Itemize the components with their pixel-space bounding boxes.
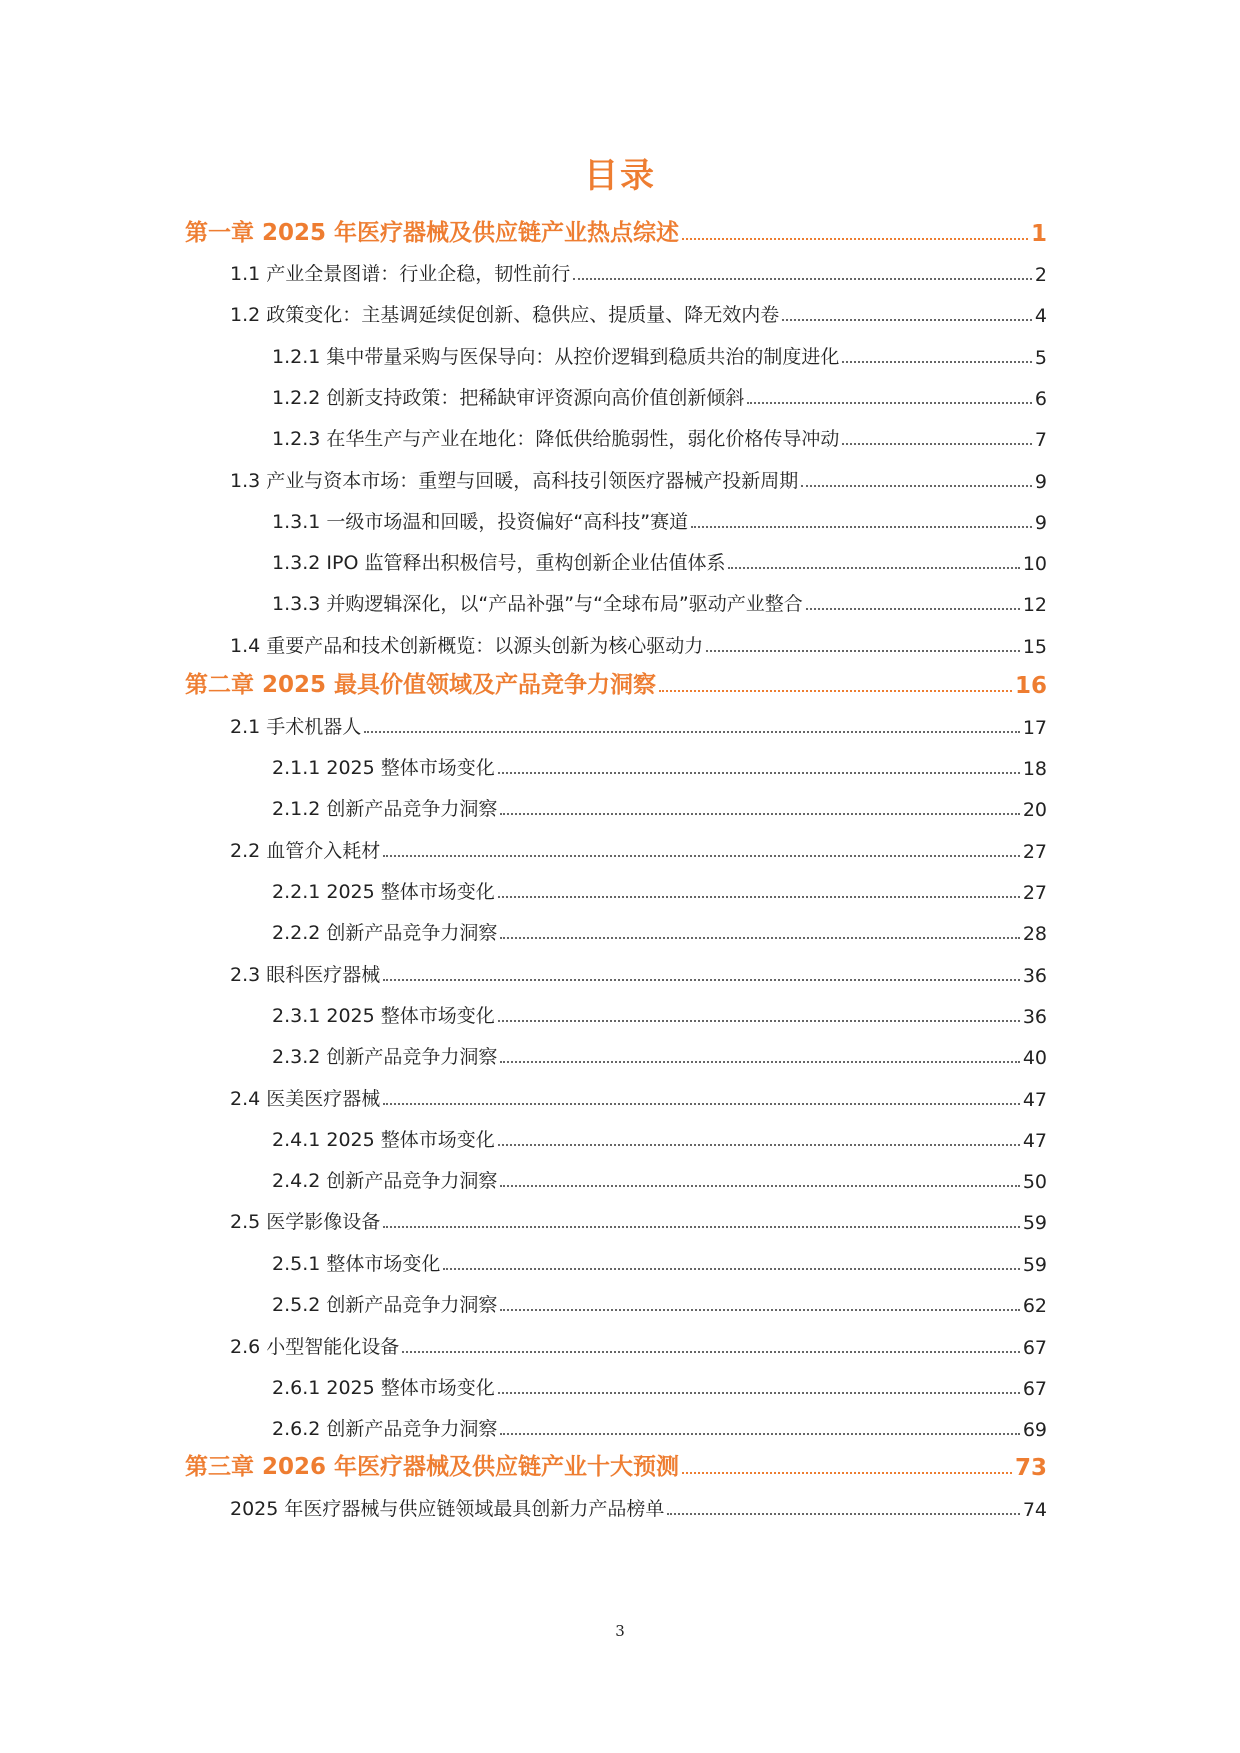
toc-entry[interactable] <box>230 1332 1047 1359</box>
toc-entry[interactable] <box>272 424 1047 451</box>
toc-entry-label: 2.4.1 2025 整体市场变化 <box>272 1129 495 1151</box>
toc-entry-page: 59 <box>1022 1254 1047 1276</box>
dot-leader <box>402 1350 1020 1353</box>
dot-leader <box>500 1308 1019 1311</box>
dot-leader <box>782 318 1032 321</box>
toc-entry[interactable] <box>272 753 1047 780</box>
toc-entry-label: 2.6 小型智能化设备 <box>230 1336 400 1358</box>
toc-entry-label: 1.3.2 IPO 监管释出积极信号，重构创新企业估值体系 <box>272 552 726 574</box>
toc-entry[interactable] <box>272 1414 1047 1441</box>
toc-entry-page: 18 <box>1022 758 1047 780</box>
toc-entry-label: 2.1.2 创新产品竞争力洞察 <box>272 798 498 820</box>
dot-leader <box>364 730 1020 733</box>
toc-entry-label: 2.5.2 创新产品竞争力洞察 <box>272 1294 498 1316</box>
toc-entry-page: 7 <box>1034 429 1047 451</box>
toc-entry[interactable] <box>272 507 1047 534</box>
toc-entry[interactable] <box>272 383 1047 410</box>
dot-leader <box>842 442 1032 445</box>
toc-entry-label: 2.3 眼科医疗器械 <box>230 964 381 986</box>
toc-title: 目录 <box>584 156 656 196</box>
toc-entry-label: 1.2.2 创新支持政策：把稀缺审评资源向高价值创新倾斜 <box>272 387 745 409</box>
toc-entry[interactable] <box>230 1494 1047 1521</box>
toc-entry-label: 1.1 产业全景图谱：行业企稳，韧性前行 <box>230 263 571 285</box>
toc-entry-label: 第三章 2026 年医疗器械及供应链产业十大预测 <box>185 1454 680 1480</box>
toc-entry-page: 17 <box>1022 717 1047 739</box>
toc-entry-page: 2 <box>1034 264 1047 286</box>
toc-entry[interactable] <box>272 1249 1047 1276</box>
toc-entry-page: 73 <box>1014 1455 1047 1481</box>
toc-entry-page: 36 <box>1022 965 1047 987</box>
toc-entry-label: 第二章 2025 最具价值领域及产品竞争力洞察 <box>185 672 657 698</box>
toc-entry-page: 9 <box>1034 512 1047 534</box>
dot-leader <box>383 978 1020 981</box>
toc-entry[interactable] <box>272 1166 1047 1193</box>
toc-entry-label: 2.2.1 2025 整体市场变化 <box>272 881 495 903</box>
toc-chapter-entry[interactable] <box>185 1448 1047 1481</box>
toc-entry[interactable] <box>272 918 1047 945</box>
toc-entry-label: 2.5 医学影像设备 <box>230 1211 381 1233</box>
toc-entry[interactable] <box>272 1001 1047 1028</box>
toc-entry-label: 2.3.2 创新产品竞争力洞察 <box>272 1046 498 1068</box>
dot-leader <box>842 360 1032 363</box>
toc-entry-page: 4 <box>1034 305 1047 327</box>
toc-entry-page: 6 <box>1034 388 1047 410</box>
toc-entry-label: 1.3 产业与资本市场：重塑与回暖，高科技引领医疗器械产投新周期 <box>230 470 799 492</box>
toc-entry[interactable] <box>230 259 1047 286</box>
dot-leader <box>498 1143 1020 1146</box>
toc-entry[interactable] <box>230 631 1047 658</box>
toc-entry-page: 36 <box>1022 1006 1047 1028</box>
toc-entry[interactable] <box>272 1125 1047 1152</box>
toc-entry-page: 69 <box>1022 1419 1047 1441</box>
toc-entry-label: 1.3.1 一级市场温和回暖，投资偏好“高科技”赛道 <box>272 511 689 533</box>
toc-entry-label: 2.6.2 创新产品竞争力洞察 <box>272 1418 498 1440</box>
toc-entry[interactable] <box>230 1207 1047 1234</box>
dot-leader <box>498 771 1020 774</box>
toc-entry-page: 20 <box>1022 799 1047 821</box>
toc-entry-page: 27 <box>1022 841 1047 863</box>
toc-entry-label: 1.2.3 在华生产与产业在地化：降低供给脆弱性，弱化价格传导冲动 <box>272 428 840 450</box>
dot-leader <box>667 1512 1019 1515</box>
toc-entry[interactable] <box>272 548 1047 575</box>
toc-chapter-entry[interactable] <box>185 214 1047 247</box>
toc-chapter-entry[interactable] <box>185 666 1047 699</box>
toc-entry-label: 2.2 血管介入耗材 <box>230 840 381 862</box>
dot-leader <box>801 484 1032 487</box>
toc-entry[interactable] <box>272 1290 1047 1317</box>
toc-entry-label: 2.6.1 2025 整体市场变化 <box>272 1377 495 1399</box>
toc-entry[interactable] <box>230 836 1047 863</box>
toc-entry[interactable] <box>230 300 1047 327</box>
toc-entry[interactable] <box>272 342 1047 369</box>
toc-entry-page: 67 <box>1022 1337 1047 1359</box>
toc-entry-page: 28 <box>1022 923 1047 945</box>
dot-leader <box>500 936 1019 939</box>
toc-entry-label: 1.2 政策变化：主基调延续促创新、稳供应、提质量、降无效内卷 <box>230 304 780 326</box>
dot-leader <box>500 1060 1019 1063</box>
toc-entry-label: 2.4 医美医疗器械 <box>230 1088 381 1110</box>
toc-entry-label: 2.1.1 2025 整体市场变化 <box>272 757 495 779</box>
dot-leader <box>500 1184 1019 1187</box>
toc-entry-label: 2.5.1 整体市场变化 <box>272 1253 441 1275</box>
toc-entry-page: 9 <box>1034 471 1047 493</box>
toc-entry-label: 2.4.2 创新产品竞争力洞察 <box>272 1170 498 1192</box>
dot-leader <box>806 607 1020 610</box>
toc-entry-label: 2025 年医疗器械与供应链领域最具创新力产品榜单 <box>230 1498 665 1520</box>
toc-entry-label: 1.2.1 集中带量采购与医保导向：从控价逻辑到稳质共治的制度进化 <box>272 346 840 368</box>
toc-entry-label: 1.3.3 并购逻辑深化，以“产品补强”与“全球布局”驱动产业整合 <box>272 593 803 615</box>
dot-leader <box>747 401 1032 404</box>
toc-entry-page: 74 <box>1022 1499 1047 1521</box>
toc-entry-page: 27 <box>1022 882 1047 904</box>
dot-leader <box>498 1391 1020 1394</box>
toc-entry[interactable] <box>272 794 1047 821</box>
toc-entry[interactable] <box>272 1373 1047 1400</box>
toc-entry-page: 10 <box>1022 553 1047 575</box>
dot-leader <box>691 525 1032 528</box>
dot-leader <box>500 1432 1019 1435</box>
toc-entry-page: 1 <box>1030 221 1047 247</box>
dot-leader <box>659 689 1012 692</box>
toc-entry-label: 1.4 重要产品和技术创新概览：以源头创新为核心驱动力 <box>230 635 704 657</box>
toc-entry-label: 2.3.1 2025 整体市场变化 <box>272 1005 495 1027</box>
toc-entry[interactable] <box>272 589 1047 616</box>
toc-entry-page: 59 <box>1022 1212 1047 1234</box>
toc-entry-label: 2.1 手术机器人 <box>230 716 362 738</box>
toc-entry-label: 2.2.2 创新产品竞争力洞察 <box>272 922 498 944</box>
dot-leader <box>443 1267 1019 1270</box>
dot-leader <box>573 277 1032 280</box>
dot-leader <box>383 854 1020 857</box>
dot-leader <box>706 649 1020 652</box>
toc-entry-page: 47 <box>1022 1089 1047 1111</box>
toc-entry[interactable] <box>230 712 1047 739</box>
toc-entry-page: 40 <box>1022 1047 1047 1069</box>
toc-entry-page: 47 <box>1022 1130 1047 1152</box>
toc-entry[interactable] <box>230 960 1047 987</box>
toc-entry[interactable] <box>272 877 1047 904</box>
dot-leader <box>383 1225 1020 1228</box>
dot-leader <box>498 895 1020 898</box>
toc-entry-label: 第一章 2025 年医疗器械及供应链产业热点综述 <box>185 220 680 246</box>
dot-leader <box>383 1102 1020 1105</box>
dot-leader <box>498 1019 1020 1022</box>
toc-entry-page: 67 <box>1022 1378 1047 1400</box>
toc-entry-page: 62 <box>1022 1295 1047 1317</box>
dot-leader <box>728 566 1019 569</box>
toc-entry-page: 12 <box>1022 594 1047 616</box>
dot-leader <box>682 237 1028 240</box>
toc-entry[interactable] <box>272 1042 1047 1069</box>
toc-entry-page: 5 <box>1034 347 1047 369</box>
toc-entry[interactable] <box>230 1084 1047 1111</box>
dot-leader <box>500 812 1019 815</box>
toc-entry-page: 16 <box>1014 673 1047 699</box>
page-number: 3 <box>615 1622 625 1640</box>
toc-entry-page: 15 <box>1022 636 1047 658</box>
toc-entry[interactable] <box>230 466 1047 493</box>
toc-entry-page: 50 <box>1022 1171 1047 1193</box>
dot-leader <box>682 1471 1012 1474</box>
